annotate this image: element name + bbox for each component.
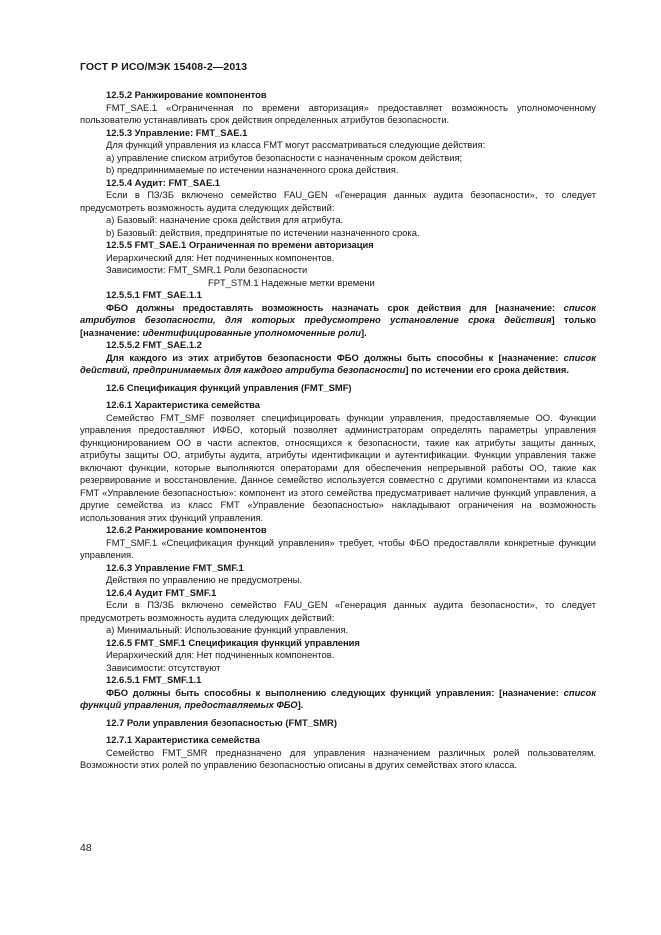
- list-item: a) управление списком атрибутов безопасности с назначенным сроком действия;: [106, 151, 463, 163]
- page-content: [80, 89, 596, 772]
- section-12-6-5-heading: 12.6.5 FMT_SMF.1 Спецификация функций управления: [106, 636, 360, 648]
- section-12-6-2-heading: 12.6.2 Ранжирование компонентов: [106, 524, 267, 535]
- element-fmt-smf-1-1-heading: 12.6.5.1 FMT_SMF.1.1: [106, 674, 202, 685]
- element-fmt-smf-1-1-text: ФБО должны быть способны к выполнению следующих функций управления: [назначение: список функций управления, предоставляемых ФБО].: [80, 686, 596, 710]
- section-12-6-3-text: Действия по управлению не предусмотрены.: [106, 574, 302, 585]
- list-item: a) Минимальный: Использование функций управления.: [106, 624, 349, 635]
- section-12-6-4-intro: Если в ПЗ/ЗБ включено семейство FAU_GEN «Генерация данных аудита безопасности», то следует предусмотреть возможность аудита следующих действий:: [80, 599, 596, 623]
- section-12-7-1-heading: 12.7.1 Характеристика семейства: [106, 734, 261, 745]
- section-12-5-3-intro: Для функций управления из класса FMT могут рассматриваться следующие действия:: [106, 139, 486, 150]
- page-header: ГОСТ Р ИСО/МЭК 15408-2—2013: [80, 61, 248, 73]
- section-12-6-1-text: Семейство FMT_SMF позволяет специфицировать функции управления, предоставляемые ОО. Функции управления предоставляют ИФБО, который позволяет администраторам определять параметры управления функционированием ОО в части аспектов, относящихся к безопасности, такие как атрибуты защиты данных, атрибуты защиты ОО, атрибуты аудита, атрибуты идентификации и аутентификации. Функции управления также включают функции, которые выполняются операторами для обеспечения непрерывной работы ОО, такие как резервирование и восстановление. Данное семейство используется совместно с другими компонентами из класса FMT «Управление безопасностью»: компонент из этого семейства предусматривает наличие функций управления, а другие семейства из класс FMT «Управление безопасностью» накладывают ограничения на возможность использования этих функций управления.: [80, 411, 596, 523]
- section-12-6-4-heading: 12.6.4 Аудит FMT_SMF.1: [106, 586, 217, 598]
- section-12-6-2-text: FMT_SMF.1 «Спецификация функций управления» требует, чтобы ФБО предоставляли конкретные функции управления.: [80, 536, 596, 560]
- section-12-5-3-heading: 12.5.3 Управление: FMT_SAE.1: [106, 126, 248, 138]
- section-12-7-1-text: Семейство FMT_SMR предназначено для управления назначением различных ролей пользователям. Возможности этих ролей по управлению безопасностью описаны в других семействах этого класса.: [80, 746, 596, 770]
- hierarchical-to: Иерархический для: Нет подчиненных компонентов.: [106, 251, 335, 263]
- section-12-6-3-heading: 12.6.3 Управление FMT_SMF.1: [106, 561, 244, 573]
- element-fmt-sae-1-1-heading: 12.5.5.1 FMT_SAE.1.1: [106, 289, 202, 300]
- element-fmt-sae-1-2-heading: 12.5.5.2 FMT_SAE.1.2: [106, 339, 202, 350]
- section-12-7-heading: 12.7 Роли управления безопасностью (FMT_SMR): [106, 716, 337, 728]
- section-12-6-1-heading: 12.6.1 Характеристика семейства: [106, 399, 261, 410]
- section-12-5-5-heading: 12.5.5 FMT_SAE.1 Ограниченная по времени авторизация: [106, 239, 374, 250]
- section-12-5-4-heading: 12.5.4 Аудит: FMT_SAE.1: [106, 176, 221, 188]
- section-12-5-2-text: FMT_SAE.1 «Ограниченная по времени авторизация» предоставляет возможность уполномоченному пользователю устанавливать срок действия определенных атрибутов безопасности.: [80, 101, 596, 125]
- section-12-6-heading: 12.6 Спецификация функций управления (FMT_SMF): [106, 381, 352, 393]
- list-item: a) Базовый: назначение срока действия для атрибута.: [106, 214, 344, 225]
- dependencies: Зависимости: отсутствуют: [106, 661, 221, 673]
- list-item: b) Базовый: действия, предпринятые по истечении назначенного срока.: [106, 226, 420, 238]
- dependencies-continued: FPT_STM.1 Надежные метки времени: [208, 276, 375, 288]
- page-number: 48: [80, 842, 92, 854]
- section-12-5-4-intro: Если в ПЗ/ЗБ включено семейство FAU_GEN «Генерация данных аудита безопасности», то следует предусмотреть возможность аудита следующих действий:: [80, 189, 596, 213]
- element-fmt-sae-1-1-text: ФБО должны предоставлять возможность назначать срок действия для [назначение: список атрибутов безопасности, для которых предусмотрено установление срока действия] только [назначение: идентифицированные уполномоченные роли].: [80, 301, 596, 338]
- section-12-5-2-heading: 12.5.2 Ранжирование компонентов: [106, 89, 267, 100]
- element-fmt-sae-1-2-text: Для каждого из этих атрибутов безопасности ФБО должны быть способны к [назначение: список действий, предпринимаемых для каждого атрибута безопасности] по истечении его срока действия.: [80, 351, 596, 375]
- dependencies: Зависимости: FMT_SMR.1 Роли безопасности: [106, 264, 308, 275]
- hierarchical-to: Иерархический для: Нет подчиненных компонентов.: [106, 649, 335, 660]
- list-item: b) предприннимаемые по истечении назначенного срока действия.: [106, 164, 399, 175]
